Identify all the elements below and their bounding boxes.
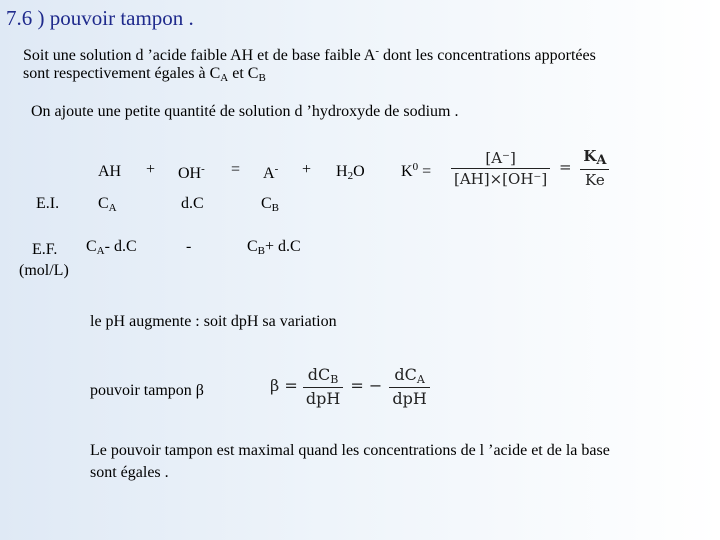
subscript: B <box>258 72 266 84</box>
charge-sup: - <box>375 45 380 57</box>
ka-ke-fraction: $\frac{K_A}{Ke}$ <box>580 147 609 189</box>
subscript: A <box>220 72 229 84</box>
buffer-formula: β = $\frac{dC_B}{\text{dpH}}$ = − $\frac{dC_A}{\text{dpH}}$ <box>270 365 430 408</box>
ei-dc: d.C <box>181 195 204 212</box>
ef-cb: $C_B+ d.C$ <box>247 238 301 257</box>
product-water: $H_2O$ <box>336 163 365 182</box>
ei-cb: $C_B$ <box>261 195 280 214</box>
page-title: 7.6 ) pouvoir tampon . <box>6 6 194 30</box>
dcb-dph-fraction: $\frac{dC_B}{\text{dpH}}$ <box>303 365 343 408</box>
product-a: A- <box>263 163 279 182</box>
intro-text: sont respectivement égales à C <box>23 65 221 82</box>
k-fraction: $\frac{[A^-]}{[AH]\times[OH^-]}$ <box>451 149 550 188</box>
addition-text: On ajoute une petite quantité de solution d ’hydroxyde de sodium . <box>31 103 459 120</box>
intro-line-2 <box>23 63 266 89</box>
intro-text: Soit une solution d ’acide faible AH et de base faible A <box>23 47 376 64</box>
ef-unit: (mol/L) <box>19 262 69 279</box>
ef-dash: - <box>186 238 192 255</box>
ef-label: E.F. <box>32 241 58 258</box>
reactant-ah: AH <box>98 163 122 180</box>
conclusion-line-2: sont égales . <box>90 464 169 481</box>
intro-text: et C <box>228 65 259 82</box>
ei-label: E.I. <box>36 195 60 212</box>
ph-variation-text: le pH augmente : soit dpH sa variation <box>90 313 337 330</box>
plus-sign: + <box>146 161 156 178</box>
reactant-oh: OH- <box>178 163 205 182</box>
buffer-label: pouvoir tampon β <box>90 382 204 399</box>
dca-dph-fraction: $\frac{dC_A}{\text{dpH}}$ <box>389 365 429 408</box>
equals-sign: = <box>231 161 241 178</box>
beta-symbol: β <box>195 382 204 399</box>
conclusion-line-1: Le pouvoir tampon est maximal quand les concentrations de l ’acide et de la base <box>90 442 610 459</box>
ei-ca: $C_A$ <box>98 195 117 214</box>
ef-ca: $C_A-$ d.C <box>86 238 137 257</box>
equilibrium-constant-formula: $\frac{[A^-]}{[AH]\times[OH^-]}$ = $\frac{K_A}{Ke}$ <box>451 147 609 189</box>
k0-label: $K^0$ = <box>401 161 432 180</box>
plus-sign: + <box>302 161 312 178</box>
intro-text-end: dont les concentrations apportées <box>379 47 596 64</box>
